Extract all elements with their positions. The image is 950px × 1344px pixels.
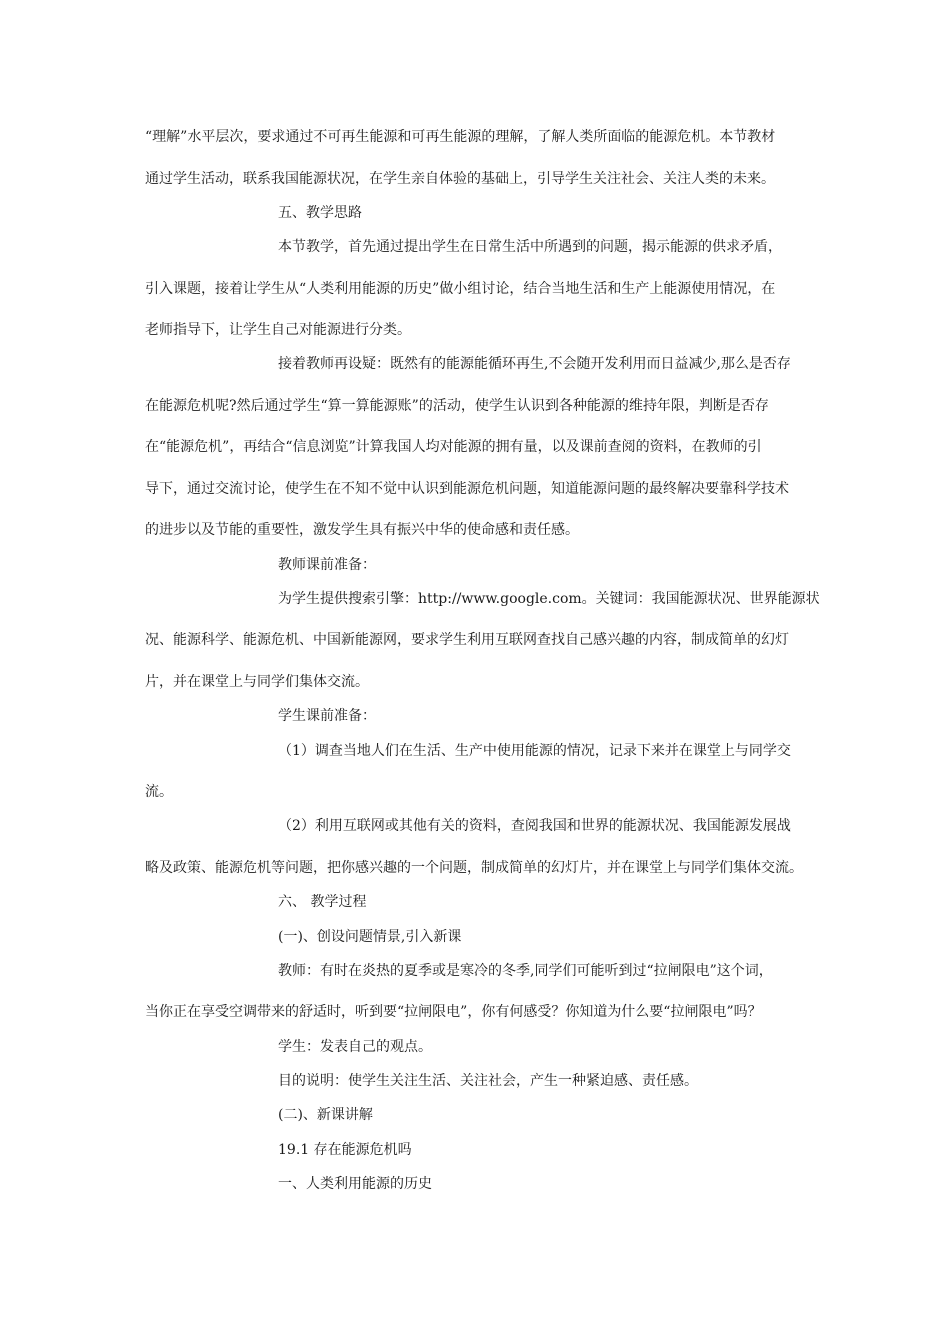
paragraph-line: 通过学生活动，联系我国能源状况，在学生亲自体验的基础上，引导学生关注社会、关注人类的未来。 [145,171,775,187]
paragraph-line: 在能源危机呢?然后通过学生“算一算能源账”的活动，使学生认识到各种能源的维持年限，判断是否存 [145,398,769,414]
paragraph-line: 片，并在课堂上与同学们集体交流。 [145,674,369,690]
paragraph-line: 的进步以及节能的重要性，激发学生具有振兴中华的使命感和责任感。 [145,522,579,538]
paragraph-line: 教师：有时在炎热的夏季或是寒冷的冬季,同学们可能听到过“拉闸限电”这个词， [278,963,773,979]
paragraph-line: “理解”水平层次，要求通过不可再生能源和可再生能源的理解，了解人类所面临的能源危机。本节教材 [145,129,776,145]
subheading: (二)、新课讲解 [278,1107,373,1123]
paragraph-line: 本节教学，首先通过提出学生在日常生活中所遇到的问题，揭示能源的供求矛盾， [278,239,782,255]
subheading: (一)、创设问题情景,引入新课 [278,929,462,945]
subheading: 学生课前准备： [278,708,376,724]
paragraph-line: 在“能源危机”，再结合“信息浏览”计算我国人均对能源的拥有量，以及课前查阅的资料，在教师的引 [145,439,762,455]
paragraph-line: 当你正在享受空调带来的舒适时，听到要“拉闸限电”，你有何感受？你知道为什么要“拉闸限电”吗？ [145,1004,762,1020]
paragraph-line: 引入课题，接着让学生从“人类利用能源的历史”做小组讨论，结合当地生活和生产上能源使用情况，在 [145,281,776,297]
paragraph-line: 为学生提供搜索引擎：http://www.google.com。关键词：我国能源状况、世界能源状 [278,591,820,607]
paragraph-line: 学生：发表自己的观点。 [278,1039,432,1055]
list-item-continuation: 略及政策、能源危机等问题，把你感兴趣的一个问题，制成简单的幻灯片，并在课堂上与同学们集体交流。 [145,860,803,876]
subheading: 一、人类利用能源的历史 [278,1176,432,1192]
section-heading: 六、 教学过程 [278,894,367,910]
paragraph-line: 况、能源科学、能源危机、中国新能源网，要求学生利用互联网查找自己感兴趣的内容，制成简单的幻灯 [145,632,789,648]
paragraph-line: 导下，通过交流讨论，使学生在不知不觉中认识到能源危机问题，知道能源问题的最终解决要靠科学技术 [145,481,789,497]
list-item-continuation: 流。 [145,784,173,800]
list-item: （1）调查当地人们在生活、生产中使用能源的情况，记录下来并在课堂上与同学交 [278,743,791,759]
list-item: （2）利用互联网或其他有关的资料，查阅我国和世界的能源状况、我国能源发展战 [278,818,791,834]
section-heading: 五、教学思路 [278,205,362,221]
subheading: 教师课前准备： [278,557,376,573]
paragraph-line: 接着教师再设疑：既然有的能源能循环再生,不会随开发利用而日益减少,那么是否存 [278,356,791,372]
paragraph-line: 目的说明：使学生关注生活、关注社会，产生一种紧迫感、责任感。 [278,1073,698,1089]
paragraph-line: 老师指导下，让学生自己对能源进行分类。 [145,322,411,338]
subheading: 19.1 存在能源危机吗 [278,1142,412,1158]
